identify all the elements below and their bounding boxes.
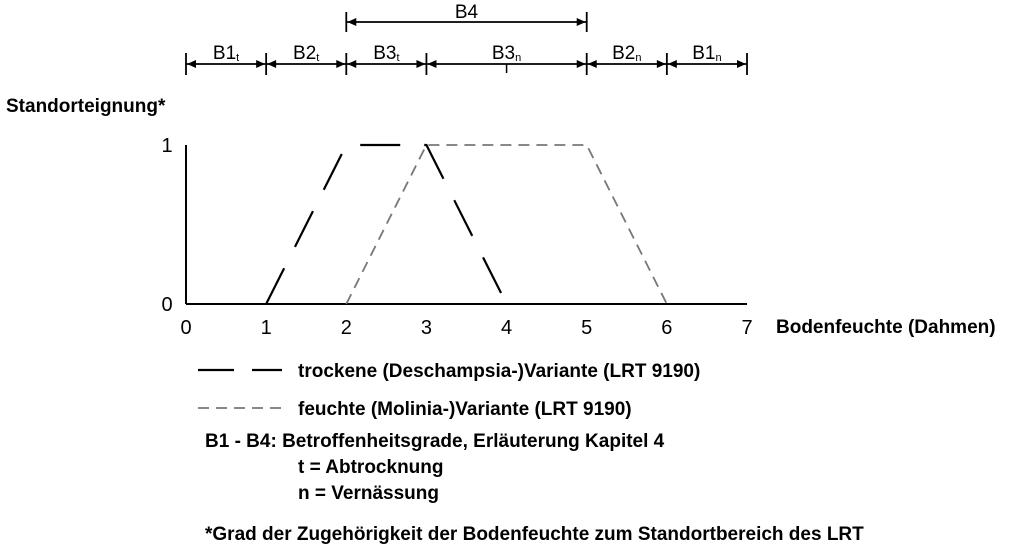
range-label: B3t <box>373 43 400 64</box>
range-arrow <box>737 60 746 68</box>
range-label: B1n <box>692 43 722 64</box>
x-axis-label: Bodenfeuchte (Dahmen) <box>776 317 996 338</box>
span-arrow <box>577 18 586 26</box>
range-arrow <box>187 60 196 68</box>
range-label: B3n <box>491 43 522 64</box>
note-line-3: n = Vernässung <box>298 483 439 504</box>
span-label: B4 <box>454 2 479 23</box>
range-arrow <box>588 60 597 68</box>
series-line <box>346 145 667 304</box>
x-tick-label: 3 <box>420 317 432 339</box>
note-line-1: B1 - B4: Betroffenheitsgrade, Erläuterung Kapitel 4 <box>205 431 665 452</box>
range-arrow <box>347 60 356 68</box>
note-line-2: t = Abtrocknung <box>298 457 444 478</box>
range-arrow <box>416 60 425 68</box>
range-label-subscript: t <box>396 52 400 64</box>
x-tick-label: 0 <box>180 317 192 339</box>
x-tick-label: 5 <box>581 317 593 339</box>
y-tick-label: 0 <box>161 294 173 316</box>
legend-label: trockene (Deschampsia-)Variante (LRT 9190) <box>298 361 701 382</box>
range-label-subscript: t <box>236 52 240 64</box>
range-label: B2n <box>612 43 642 64</box>
axes <box>161 135 752 339</box>
x-tick-label: 4 <box>501 317 513 339</box>
range-label: B2t <box>293 43 320 64</box>
range-arrow <box>657 60 666 68</box>
range-label-subscript: n <box>715 52 722 64</box>
footnote: *Grad der Zugehörigkeit der Bodenfeuchte zum Standortbereich des LRT <box>205 524 864 545</box>
y-axis-label: Standorteignung* <box>6 96 166 117</box>
span-arrow <box>347 18 356 26</box>
range-label-subscript: n <box>635 52 642 64</box>
range-bar <box>186 2 747 75</box>
x-tick-label: 7 <box>741 317 753 339</box>
range-arrow <box>577 60 586 68</box>
range-label-subscript: n <box>515 52 522 64</box>
y-tick-label: 1 <box>161 135 173 157</box>
x-tick-label: 6 <box>661 317 673 339</box>
range-arrow <box>256 60 265 68</box>
range-label: B1t <box>212 43 240 64</box>
range-arrow <box>336 60 345 68</box>
range-arrow <box>427 60 436 68</box>
series-line <box>266 145 506 304</box>
legend <box>198 361 700 420</box>
range-arrow <box>668 60 677 68</box>
plot-area <box>266 145 667 304</box>
x-tick-label: 2 <box>340 317 352 339</box>
legend-label: feuchte (Molinia-)Variante (LRT 9190) <box>298 399 632 420</box>
x-tick-label: 1 <box>260 317 272 339</box>
range-arrow <box>267 60 276 68</box>
range-label-subscript: t <box>316 52 320 64</box>
